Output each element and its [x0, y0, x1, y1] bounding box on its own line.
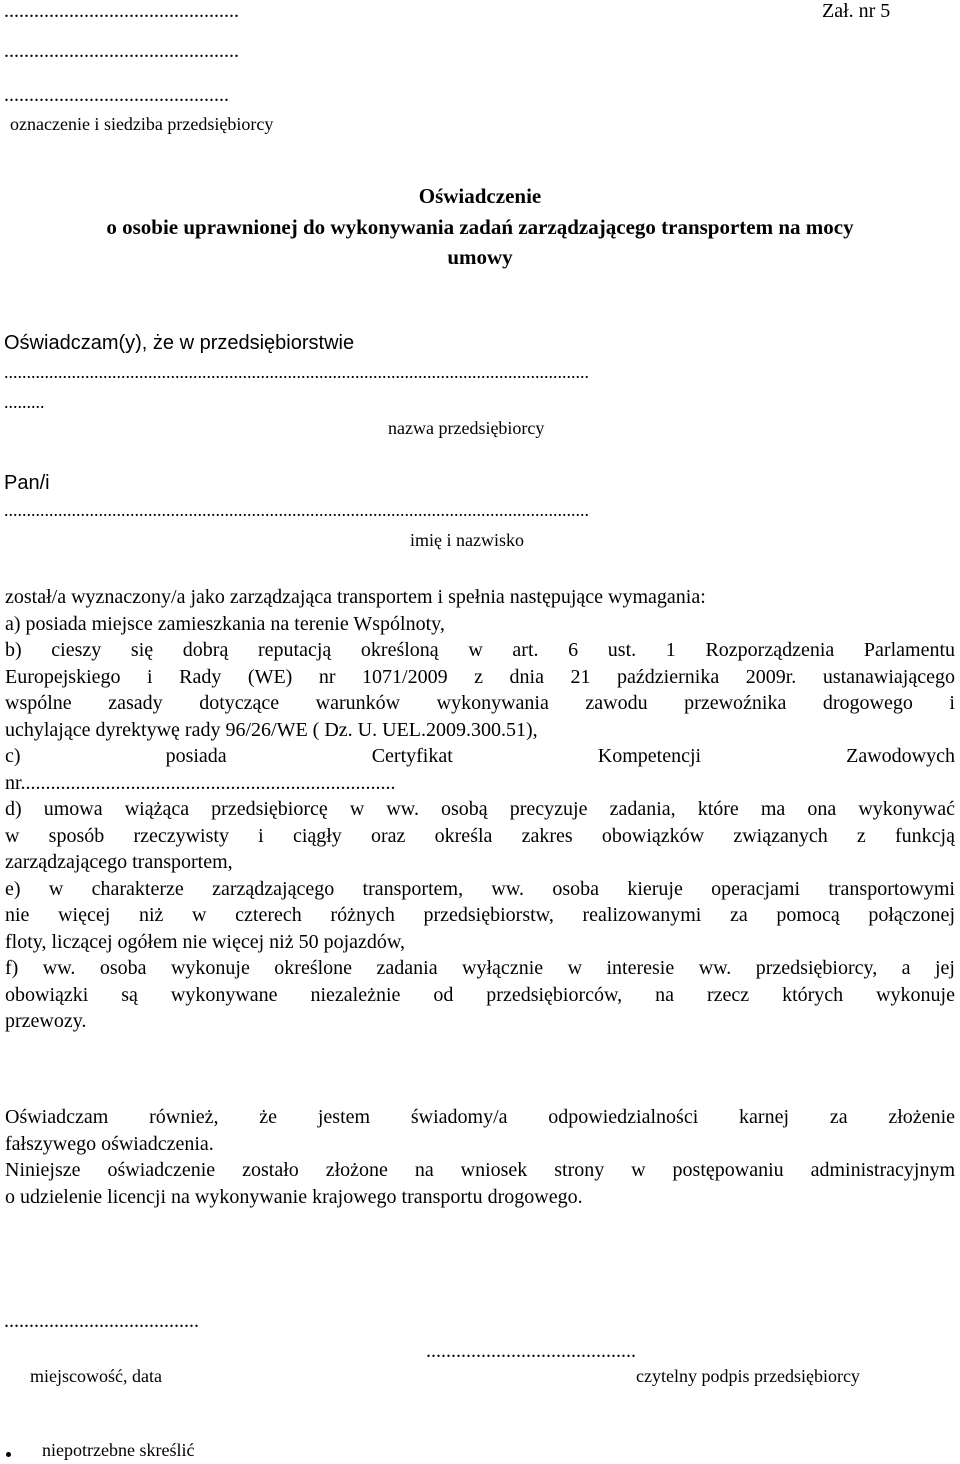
- requirement-b-line-4: uchylające dyrektywę rady 96/26/WE ( Dz. U. UEL.2009.300.51),: [5, 718, 538, 741]
- requirement-f-line-3: przewozy.: [5, 1010, 87, 1032]
- person-label: Pan/i: [4, 472, 50, 494]
- requirements-block: [5, 584, 955, 1035]
- company-name-dots: ..................................................................................................................................: [4, 362, 589, 382]
- requirement-e-line-1: e) w charakterze zarządzającego transportem, ww. osoba kieruje operacjami transportowymi: [5, 877, 955, 900]
- requirement-f-line-1: f) ww. osoba wykonuje określone zadania wyłącznie w interesie ww. przedsiębiorcy, a jej: [5, 957, 955, 979]
- document-title: Oświadczenie: [418, 184, 542, 208]
- bullet-icon: [6, 1452, 11, 1457]
- requirement-d-line-3: zarządzającego transportem,: [5, 851, 233, 873]
- requirements-lead: został/a wyznaczony/a jako zarządzająca transportem i spełnia następujące wymagania:: [5, 586, 706, 608]
- closing-block: [5, 1104, 955, 1210]
- closing-p1-line-1: Oświadczam również, że jestem świadomy/a odpowiedzialności karnej za złożenie: [5, 1106, 955, 1128]
- person-name-caption: imię i nazwisko: [410, 530, 524, 550]
- person-name-dots: ..................................................................................................................................: [4, 500, 589, 520]
- header-dots-line-1: ...............................................: [4, 0, 239, 22]
- requirement-d-line-1: d) umowa wiążąca przedsiębiorcę w ww. osobą precyzuje zadania, które ma ona wykonywać: [5, 798, 955, 820]
- requirement-d-line-2: w sposób rzeczywisty i ciągły oraz określa zakres obowiązków związanych z funkcją: [5, 824, 955, 847]
- company-name-dots-short: .........: [4, 392, 45, 412]
- attachment-number: Zał. nr 5: [822, 0, 891, 22]
- requirement-c-line-2: nr...........................................................................: [5, 771, 396, 794]
- requirement-e-line-3: floty, liczącej ogółem nie więcej niż 50 pojazdów,: [5, 930, 406, 953]
- footnote-text: niepotrzebne skreślić: [42, 1440, 195, 1460]
- document-subtitle-line-1: o osobie uprawnionej do wykonywania zadań zarządzającego transportem na mocy: [106, 215, 854, 239]
- closing-p2-line-1: Niniejsze oświadczenie zostało złożone na wniosek strony w postępowaniu administracyjnym: [5, 1159, 955, 1181]
- document-subtitle-line-2: umowy: [447, 245, 513, 269]
- requirement-b-line-3: wspólne zasady dotyczące warunków wykonywania zawodu przewoźnika drogowego i: [5, 692, 955, 714]
- company-caption: oznaczenie i siedziba przedsiębiorcy: [10, 114, 274, 134]
- place-date-caption: miejscowość, data: [30, 1366, 162, 1386]
- requirement-b-line-1: b) cieszy się dobrą reputacją określoną w art. 6 ust. 1 Rozporządzenia Parlamentu: [5, 639, 955, 661]
- signature-dots: ..........................................: [426, 1340, 636, 1362]
- requirement-e-line-2: nie więcej niż w czterech różnych przedsiębiorstw, realizowanymi za pomocą połączonej: [5, 904, 955, 926]
- requirement-c-line-1: c) posiada Certyfikat Kompetencji Zawodowych: [5, 745, 955, 767]
- place-date-dots: .......................................: [4, 1310, 199, 1332]
- header-dots-line-3: .............................................: [4, 84, 229, 106]
- requirement-b-line-2: Europejskiego i Rady (WE) nr 1071/2009 z dnia 21 października 2009r. ustanawiającego: [5, 665, 955, 688]
- closing-p1-line-2: fałszywego oświadczenia.: [5, 1132, 214, 1155]
- signature-caption: czytelny podpis przedsiębiorcy: [636, 1366, 860, 1386]
- requirement-a: a) posiada miejsce zamieszkania na terenie Wspólnoty,: [5, 612, 445, 635]
- declaration-intro: Oświadczam(y), że w przedsiębiorstwie: [4, 332, 355, 354]
- company-name-caption: nazwa przedsiębiorcy: [388, 418, 545, 438]
- requirement-f-line-2: obowiązki są wykonywane niezależnie od przedsiębiorców, na rzecz których wykonuje: [5, 983, 955, 1006]
- header-dots-line-2: ...............................................: [4, 40, 239, 62]
- closing-p2-line-2: o udzielenie licencji na wykonywanie krajowego transportu drogowego.: [5, 1185, 583, 1208]
